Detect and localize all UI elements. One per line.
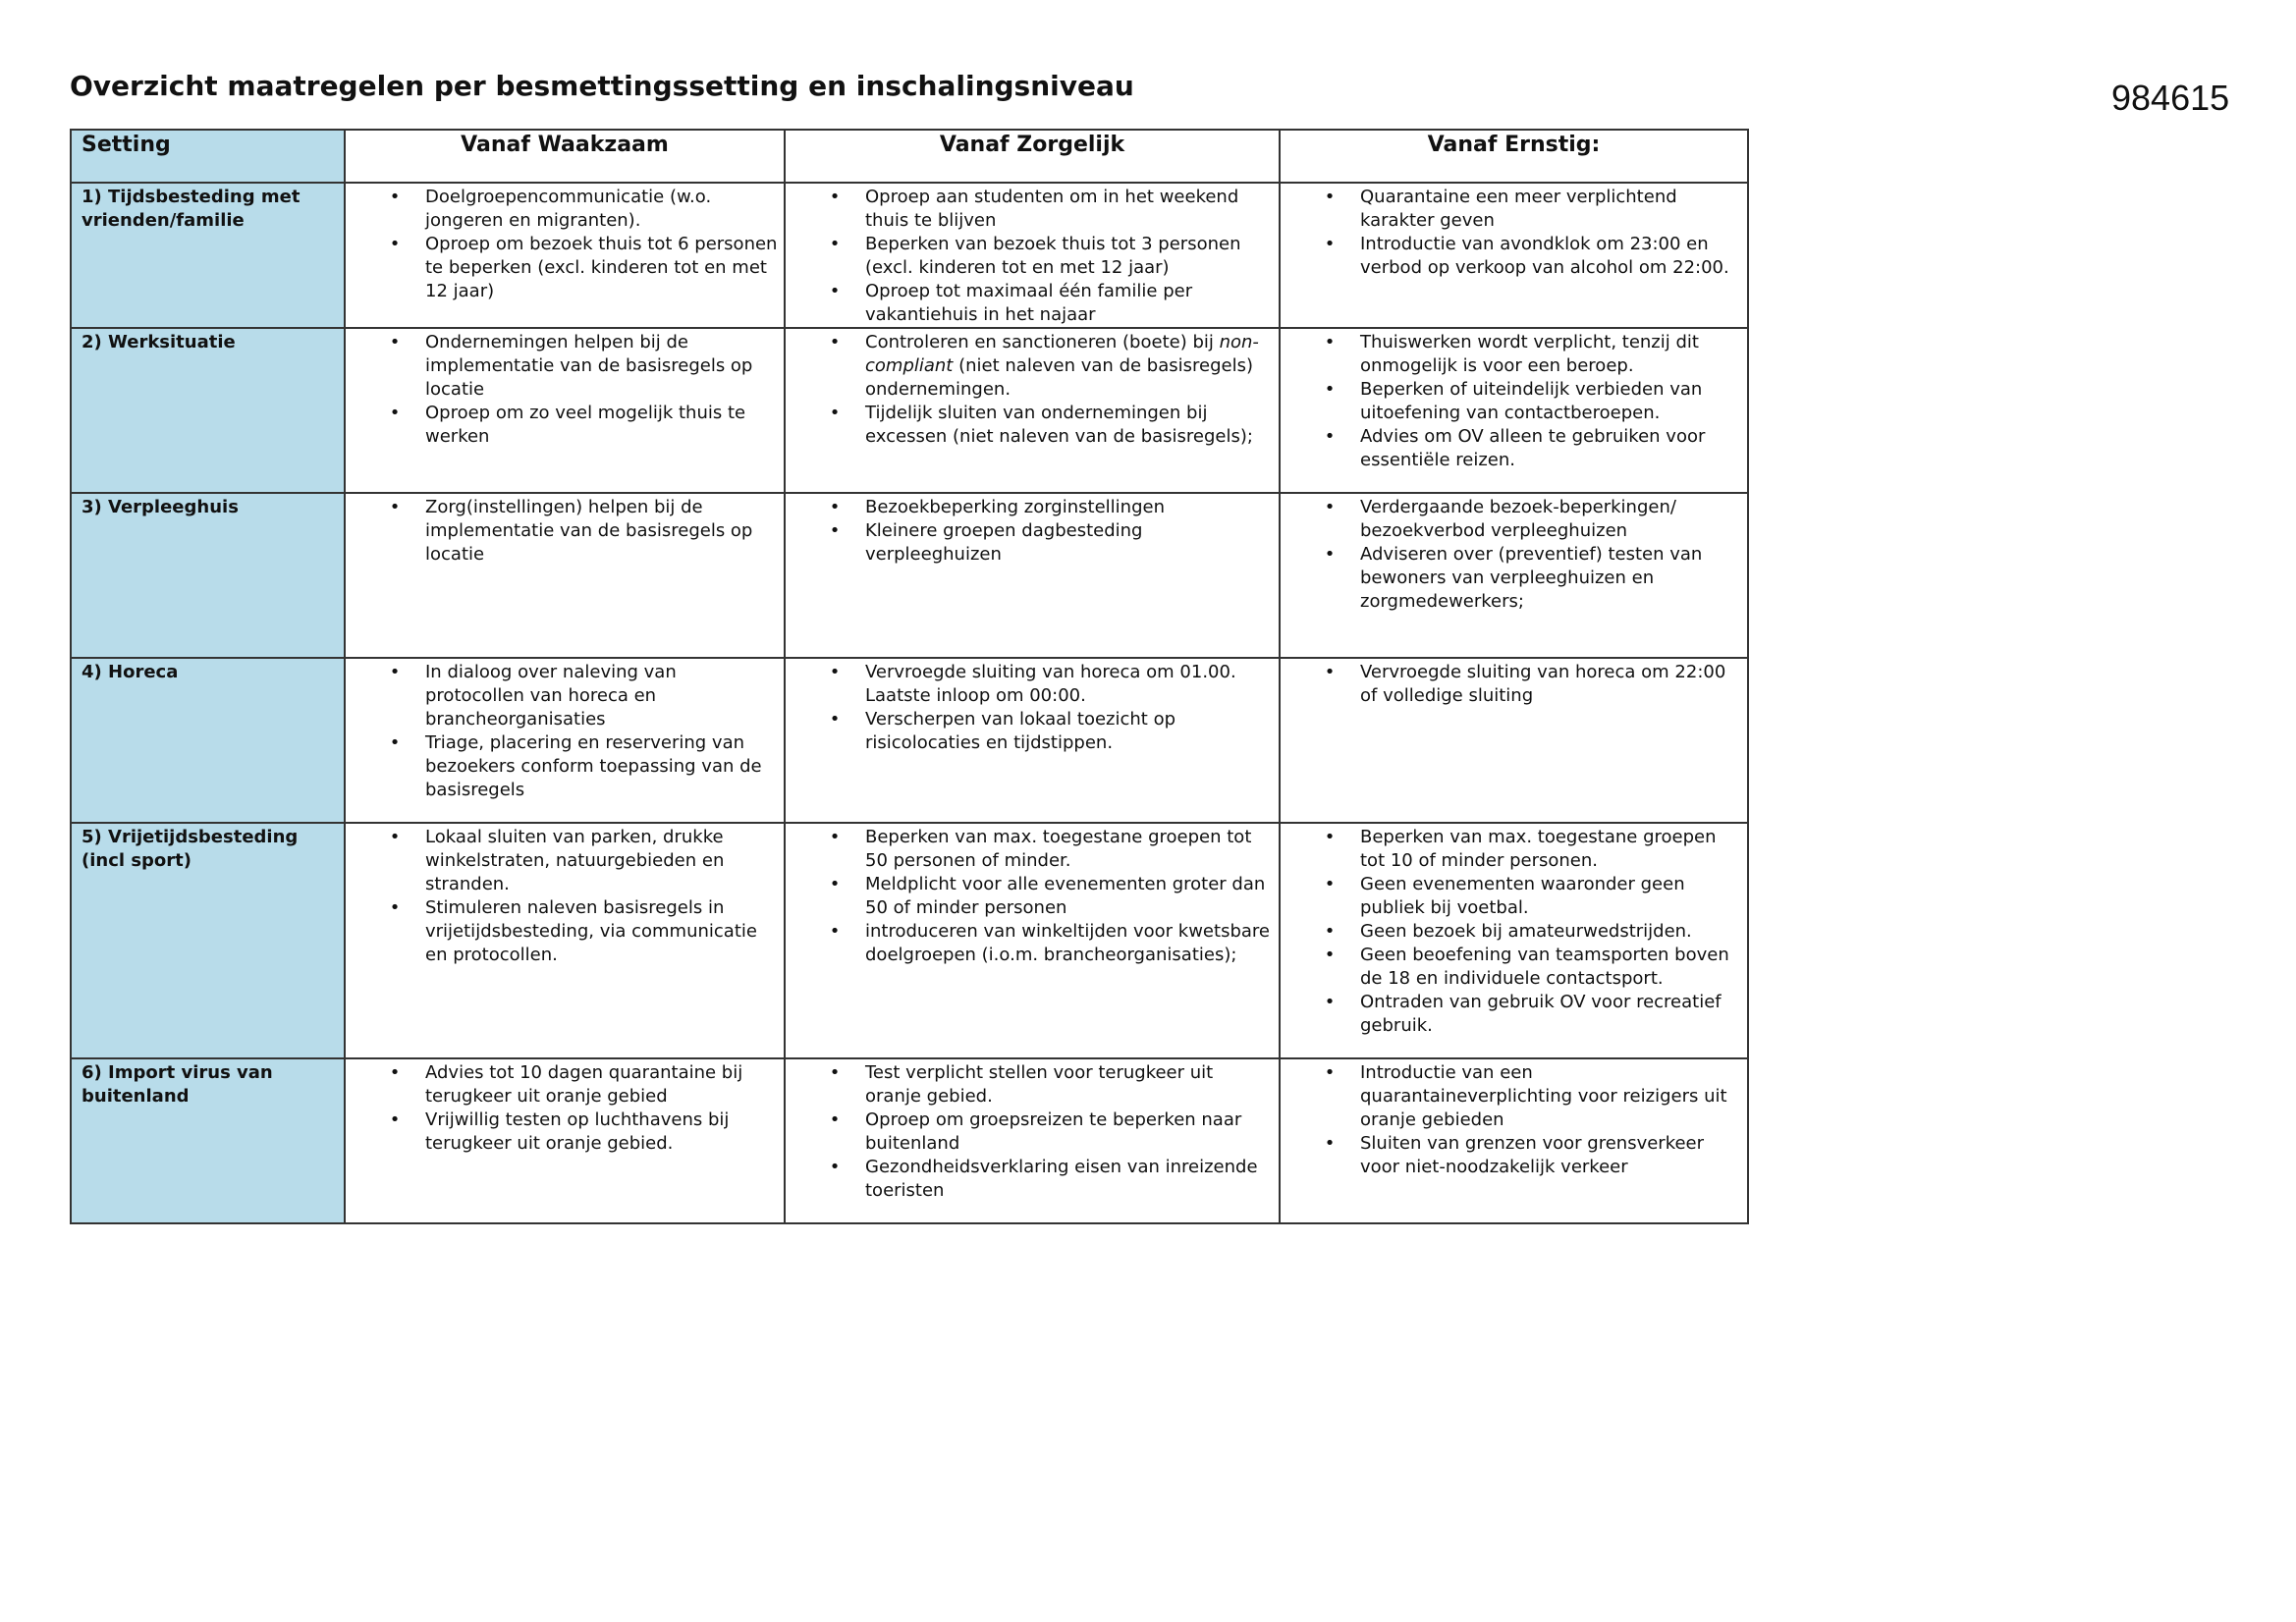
ernstig-cell: [1280, 183, 1748, 328]
ernstig-cell: [1280, 658, 1748, 823]
bullet-icon: •: [389, 187, 401, 207]
bullet-icon: •: [1324, 332, 1336, 352]
bullet-icon: •: [1324, 662, 1336, 682]
setting-cell: [71, 658, 345, 823]
zorgelijk-cell: [785, 1058, 1280, 1223]
bullet-icon: •: [1324, 992, 1336, 1012]
bullet-icon: •: [1324, 426, 1336, 447]
bullet-icon: •: [1324, 379, 1336, 400]
bullet-icon: •: [829, 332, 841, 352]
setting-label: 6) Import virus van buitenland: [82, 1062, 273, 1107]
bullet-icon: •: [829, 921, 841, 942]
measure-item: • Triage, placering en reservering van bezoekers conform toepassing van de basisregels: [389, 732, 762, 800]
setting-cell: [71, 493, 345, 658]
measure-item: • Beperken van bezoek thuis tot 3 personen (excl. kinderen tot en met 12 jaar): [829, 234, 1241, 278]
measure-item: • Beperken of uiteindelijk verbieden van uitoefening van contactberoepen.: [1324, 379, 1703, 423]
italic-term: non-compliant: [865, 332, 1259, 376]
bullet-icon: •: [1324, 827, 1336, 847]
measure-item: • Geen bezoek bij amateurwedstrijden.: [1324, 921, 1692, 942]
waakzaam-cell: [345, 823, 785, 1058]
page-title: Overzicht maatregelen per besmettingssetting en inschalingsniveau: [70, 70, 1134, 102]
measure-item: • Advies tot 10 dagen quarantaine bij terugkeer uit oranje gebied: [389, 1062, 743, 1107]
bullet-icon: •: [389, 732, 401, 753]
ernstig-cell: [1280, 1058, 1748, 1223]
waakzaam-cell: [345, 1058, 785, 1223]
table-row: [71, 328, 1748, 493]
bullet-icon: •: [389, 332, 401, 352]
setting-label: 2) Werksituatie: [82, 332, 236, 352]
measure-item: • Verdergaande bezoek-beperkingen/ bezoekverbod verpleeghuizen: [1324, 497, 1676, 541]
bullet-icon: •: [1324, 497, 1336, 517]
measure-item: • Zorg(instellingen) helpen bij de implementatie van de basisregels op locatie: [389, 497, 753, 565]
measure-item: • Stimuleren naleven basisregels in vrijetijdsbesteding, via communicatie en protocollen.: [389, 897, 757, 965]
setting-cell: [71, 328, 345, 493]
measure-item: • Beperken van max. toegestane groepen tot 10 of minder personen.: [1324, 827, 1717, 871]
measure-item: • Oproep om zo veel mogelijk thuis te werken: [389, 403, 746, 447]
bullet-icon: •: [389, 234, 401, 254]
bullet-icon: •: [389, 403, 401, 423]
setting-label: 4) Horeca: [82, 662, 179, 682]
setting-cell: [71, 823, 345, 1058]
bullet-icon: •: [1324, 945, 1336, 965]
bullet-icon: •: [829, 1157, 841, 1177]
bullet-icon: •: [829, 1062, 841, 1083]
zorgelijk-cell: [785, 658, 1280, 823]
measure-item: • Vervroegde sluiting van horeca om 01.00. Laatste inloop om 00:00.: [829, 662, 1236, 706]
bullet-icon: •: [1324, 1062, 1336, 1083]
bullet-icon: •: [389, 1109, 401, 1130]
bullet-icon: •: [829, 281, 841, 301]
measure-item: • Sluiten van grenzen voor grensverkeer voor niet-noodzakelijk verkeer: [1324, 1133, 1705, 1177]
bullet-icon: •: [829, 662, 841, 682]
header-waakzaam: Vanaf Waakzaam: [345, 130, 785, 183]
measure-item: • Ontraden van gebruik OV voor recreatief gebruik.: [1324, 992, 1722, 1036]
bullet-icon: •: [829, 234, 841, 254]
waakzaam-cell: [345, 183, 785, 328]
measure-item: • Introductie van een quarantaineverplichting voor reizigers uit oranje gebieden: [1324, 1062, 1727, 1130]
zorgelijk-cell: [785, 493, 1280, 658]
waakzaam-cell: [345, 658, 785, 823]
bullet-icon: •: [829, 497, 841, 517]
bullet-icon: •: [1324, 1133, 1336, 1154]
ernstig-cell: [1280, 328, 1748, 493]
bullet-icon: •: [389, 897, 401, 918]
measure-item: • Oproep tot maximaal één familie per vakantiehuis in het najaar: [829, 281, 1193, 325]
bullet-icon: •: [829, 520, 841, 541]
measure-item: • Bezoekbeperking zorginstellingen: [829, 497, 1165, 517]
waakzaam-cell: [345, 328, 785, 493]
bullet-icon: •: [1324, 921, 1336, 942]
measure-item: • Tijdelijk sluiten van ondernemingen bij excessen (niet naleven van de basisregels);: [829, 403, 1253, 447]
bullet-icon: •: [389, 497, 401, 517]
measure-item: • Lokaal sluiten van parken, drukke winkelstraten, natuurgebieden en stranden.: [389, 827, 725, 894]
measure-item: • Ondernemingen helpen bij de implementatie van de basisregels op locatie: [389, 332, 753, 400]
measure-item: • Advies om OV alleen te gebruiken voor essentiële reizen.: [1324, 426, 1706, 470]
measure-item: • Geen beoefening van teamsporten boven de 18 en individuele contactsport.: [1324, 945, 1729, 989]
measure-item: • Thuiswerken wordt verplicht, tenzij dit onmogelijk is voor een beroep.: [1324, 332, 1699, 376]
ernstig-cell: [1280, 493, 1748, 658]
bullet-icon: •: [829, 827, 841, 847]
setting-label: 5) Vrijetijdsbesteding (incl sport): [82, 827, 299, 871]
zorgelijk-cell: [785, 183, 1280, 328]
measure-item: • Verscherpen van lokaal toezicht op risicolocaties en tijdstippen.: [829, 709, 1176, 753]
measure-item: • Kleinere groepen dagbesteding verpleeghuizen: [829, 520, 1143, 565]
bullet-icon: •: [1324, 234, 1336, 254]
measure-item: • Oproep om bezoek thuis tot 6 personen te beperken (excl. kinderen tot en met 12 jaar): [389, 234, 778, 301]
bullet-icon: •: [389, 662, 401, 682]
measure-item: • Beperken van max. toegestane groepen tot 50 personen of minder.: [829, 827, 1252, 871]
bullet-icon: •: [1324, 544, 1336, 565]
bullet-icon: •: [1324, 874, 1336, 894]
measure-item: • In dialoog over naleving van protocollen van horeca en brancheorganisaties: [389, 662, 677, 730]
ernstig-cell: [1280, 823, 1748, 1058]
zorgelijk-cell: [785, 328, 1280, 493]
setting-label: 1) Tijdsbesteding met vrienden/familie: [82, 187, 301, 231]
bullet-icon: •: [389, 827, 401, 847]
bullet-icon: •: [829, 874, 841, 894]
bullet-icon: •: [829, 403, 841, 423]
measure-item: • introduceren van winkeltijden voor kwetsbare doelgroepen (i.o.m. brancheorganisaties);: [829, 921, 1270, 965]
waakzaam-cell: [345, 493, 785, 658]
setting-label: 3) Verpleeghuis: [82, 497, 239, 517]
table-row: [71, 823, 1748, 1058]
bullet-icon: •: [829, 709, 841, 730]
header-ernstig: Vanaf Ernstig:: [1280, 130, 1748, 183]
bullet-icon: •: [1324, 187, 1336, 207]
setting-cell: [71, 183, 345, 328]
setting-cell: [71, 1058, 345, 1223]
measure-item: • Vervroegde sluiting van horeca om 22:00 of volledige sluiting: [1324, 662, 1726, 706]
measure-item: • Doelgroepencommunicatie (w.o. jongeren en migranten).: [389, 187, 712, 231]
measure-item: • Geen evenementen waaronder geen publiek bij voetbal.: [1324, 874, 1685, 918]
measure-item: • Meldplicht voor alle evenementen groter dan 50 of minder personen: [829, 874, 1266, 918]
bullet-icon: •: [829, 1109, 841, 1130]
table-row: [71, 183, 1748, 328]
measure-item: • Introductie van avondklok om 23:00 en verbod op verkoop van alcohol om 22:00.: [1324, 234, 1729, 278]
header-zorgelijk: Vanaf Zorgelijk: [785, 130, 1280, 183]
measure-item: • Vrijwillig testen op luchthavens bij terugkeer uit oranje gebied.: [389, 1109, 730, 1154]
measures-table: [70, 129, 1749, 1224]
measure-item: • Oproep aan studenten om in het weekend thuis te blijven: [829, 187, 1239, 231]
bullet-icon: •: [829, 187, 841, 207]
table-row: [71, 493, 1748, 658]
table-row: [71, 1058, 1748, 1223]
measure-item: • Oproep om groepsreizen te beperken naar buitenland: [829, 1109, 1242, 1154]
measure-item: • Quarantaine een meer verplichtend karakter geven: [1324, 187, 1677, 231]
bullet-icon: •: [389, 1062, 401, 1083]
header-setting: Setting: [71, 130, 345, 183]
measure-item: • Adviseren over (preventief) testen van bewoners van verpleeghuizen en zorgmedewerkers;: [1324, 544, 1703, 612]
table-header-row: [71, 130, 1748, 183]
measure-item: • Test verplicht stellen voor terugkeer uit oranje gebied.: [829, 1062, 1214, 1107]
measure-item: • Gezondheidsverklaring eisen van inreizende toeristen: [829, 1157, 1258, 1201]
table-row: [71, 658, 1748, 823]
document-number: 984615: [2111, 78, 2230, 118]
zorgelijk-cell: [785, 823, 1280, 1058]
measure-item: • Controleren en sanctioneren (boete) bij non-compliant (niet naleven van de basisregels) ondernemingen.: [829, 332, 1259, 400]
